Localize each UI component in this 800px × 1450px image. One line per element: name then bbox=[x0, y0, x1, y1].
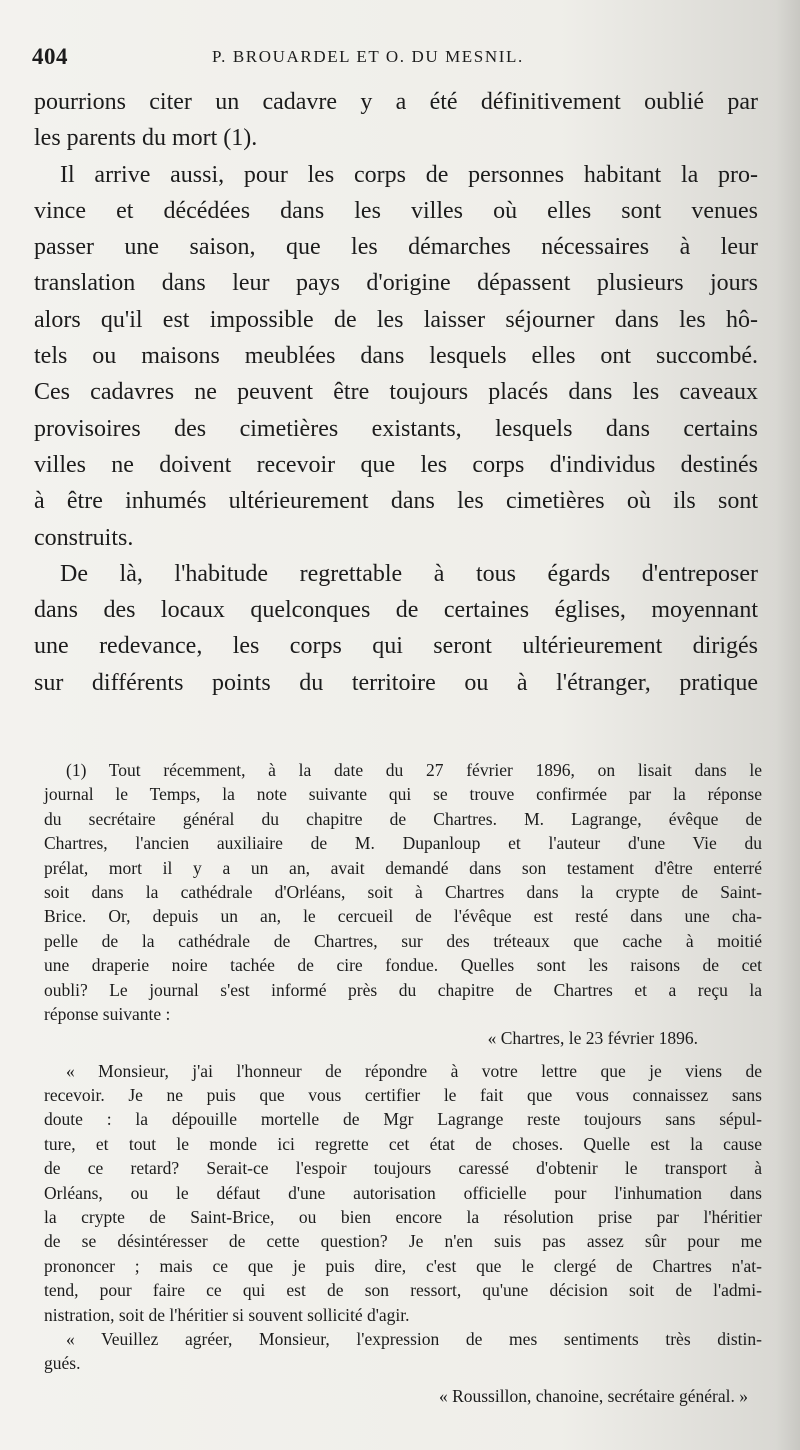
footnote bbox=[44, 758, 762, 1408]
footnote-line: de se désintéresser de cette question? Je n'en suis pas assez sûr pour me bbox=[44, 1231, 762, 1252]
text-line: dans des locaux quelconques de certaines églises, moyennant bbox=[34, 597, 758, 624]
letter-signature: « Roussillon, chanoine, secrétaire général. » bbox=[438, 1385, 748, 1406]
text-line: vince et décédées dans les villes où elles sont venues bbox=[34, 197, 758, 224]
footnote-line: du secrétaire général du chapitre de Chartres. M. Lagrange, évêque de bbox=[44, 808, 762, 829]
text-line: une redevance, les corps qui seront ultérieurement dirigés bbox=[34, 633, 758, 660]
page-header bbox=[32, 44, 592, 74]
footnote-line: journal le Temps, la note suivante qui se trouve confirmée par la réponse bbox=[44, 784, 762, 805]
text-line: provisoires des cimetières existants, lesquels dans certains bbox=[34, 415, 758, 442]
footnote-line: pelle de la cathédrale de Chartres, sur des tréteaux que cache à moitié bbox=[44, 930, 762, 951]
footnote-line: tend, pour faire ce qui est de son ressort, qu'une décision soit de l'admi- bbox=[44, 1280, 762, 1301]
text-line: sur différents points du territoire ou à l'étranger, pratique bbox=[34, 669, 758, 696]
text-line: tels ou maisons meublées dans lesquels elles ont succombé. bbox=[34, 343, 758, 370]
footnote-line: réponse suivante : bbox=[44, 1003, 171, 1024]
footnote-line: nistration, soit de l'héritier si souvent sollicité d'agir. bbox=[44, 1304, 410, 1325]
text-line: Il arrive aussi, pour les corps de personnes habitant la pro- bbox=[60, 161, 758, 188]
main-text bbox=[34, 84, 758, 701]
footnote-line: Orléans, ou le défaut d'une autorisation officielle pour l'inhumation dans bbox=[44, 1182, 762, 1203]
footnote-line: Brice. Or, depuis un an, le cercueil de l'évêque est resté dans une cha- bbox=[44, 906, 762, 927]
footnote-line: de ce retard? Serait-ce l'espoir toujours caressé d'obtenir le transport à bbox=[44, 1158, 762, 1179]
running-head: P. BROUARDEL ET O. DU MESNIL. bbox=[212, 47, 524, 66]
text-line: pourrions citer un cadavre y a été définitivement oublié par bbox=[34, 89, 758, 115]
footnote-line: ture, et tout le monde ici regrette cet état de choses. Quelle est la cause bbox=[44, 1133, 762, 1154]
footnote-line: gués. bbox=[44, 1353, 81, 1374]
text-line: De là, l'habitude regrettable à tous égards d'entreposer bbox=[60, 560, 758, 587]
text-line: alors qu'il est impossible de les laisser séjourner dans les hô- bbox=[34, 306, 758, 333]
footnote-line: recevoir. Je ne puis que vous certifier le fait que vous connaissez sans bbox=[44, 1085, 762, 1106]
footnote-line: « Veuillez agréer, Monsieur, l'expression de mes sentiments très distin- bbox=[66, 1328, 762, 1349]
text-line: passer une saison, que les démarches nécessaires à leur bbox=[34, 234, 758, 261]
footnote-line: une draperie noire tachée de cire fondue. Quelles sont les raisons de cet bbox=[44, 955, 762, 976]
footnote-line: « Monsieur, j'ai l'honneur de répondre à votre lettre que je viens de bbox=[66, 1060, 762, 1081]
text-line: construits. bbox=[34, 524, 134, 551]
text-line: translation dans leur pays d'origine dépassent plusieurs jours bbox=[34, 270, 758, 297]
letter-dateline: « Chartres, le 23 février 1896. bbox=[487, 1028, 698, 1049]
page-number: 404 bbox=[32, 44, 68, 69]
footnote-line: prononcer ; mais ce que je puis dire, c'est que le clergé de Chartres n'at- bbox=[44, 1255, 762, 1276]
text-line: Ces cadavres ne peuvent être toujours placés dans les caveaux bbox=[34, 379, 758, 406]
footnote-line: oubli? Le journal s'est informé près du chapitre de Chartres et a reçu la bbox=[44, 979, 762, 1000]
footnote-line: prélat, mort il y a un an, avait demandé dans son testament d'être enterré bbox=[44, 857, 762, 878]
text-line: les parents du mort (1). bbox=[34, 125, 258, 152]
footnote-line: soit dans la cathédrale d'Orléans, soit à Chartres dans la crypte de Saint- bbox=[44, 881, 762, 902]
text-line: à être inhumés ultérieurement dans les cimetières où ils sont bbox=[34, 488, 758, 515]
text-line: villes ne doivent recevoir que les corps d'individus destinés bbox=[34, 451, 758, 478]
footnote-line: doute : la dépouille mortelle de Mgr Lagrange reste toujours sans sépul- bbox=[44, 1109, 762, 1130]
footnote-line: (1) Tout récemment, à la date du 27 février 1896, on lisait dans le bbox=[66, 760, 762, 780]
footnote-line: la crypte de Saint-Brice, ou bien encore la résolution prise par l'héritier bbox=[44, 1207, 762, 1228]
footnote-line: Chartres, l'ancien auxiliaire de M. Dupanloup et l'auteur d'une Vie du bbox=[44, 833, 762, 854]
